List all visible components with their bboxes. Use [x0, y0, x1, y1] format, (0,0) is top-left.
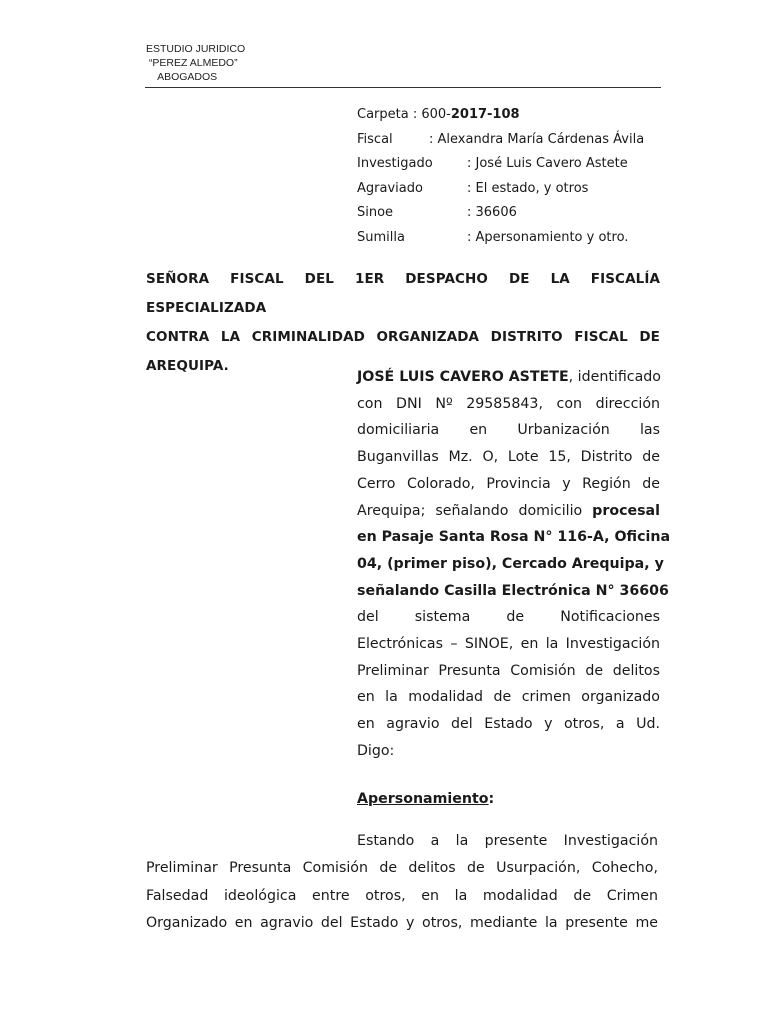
petitioner-line: [357, 578, 669, 605]
petitioner-line: en la modalidad de crimen organizado: [357, 689, 660, 706]
petitioner-line: domiciliaria en Urbanización las: [357, 422, 660, 439]
petitioner-line: Cerro Colorado, Provincia y Región de: [357, 475, 660, 492]
petitioner-bold-text: 04, (primer piso), Cercado Arequipa, y: [357, 555, 664, 572]
sinoe-value: : 36606: [467, 205, 517, 221]
case-metadata: [357, 103, 667, 251]
section-heading: [357, 786, 494, 812]
letterhead-divider: [145, 87, 661, 88]
investigado-value: : José Luis Cavero Astete: [467, 156, 628, 172]
addressee-line: SEÑORA FISCAL DEL 1ER DESPACHO DE LA FISCALÍA ESPECIALIZADA: [146, 271, 660, 316]
meta-row-agraviado: [357, 177, 667, 202]
meta-row-carpeta: [357, 103, 667, 128]
agraviado-value: : El estado, y otros: [467, 180, 589, 196]
body-line: Organizado en agravio del Estado y otros, mediante la presente me: [146, 914, 658, 931]
carpeta-value: 2017-108: [450, 107, 520, 122]
agraviado-label: Agraviado: [357, 180, 423, 196]
letterhead: [146, 42, 245, 84]
petitioner-line: [357, 498, 660, 525]
body-line: Estando a la presente Investigación: [357, 833, 658, 849]
petitioner-line: Preliminar Presunta Comisión de delitos: [357, 662, 660, 679]
petitioner-line: Electrónicas – SINOE, en la Investigación: [357, 636, 660, 653]
petitioner-line: Digo:: [357, 742, 395, 759]
petitioner-bold-text: en Pasaje Santa Rosa N° 116-A, Oficina: [357, 529, 671, 546]
meta-row-fiscal: [357, 128, 667, 153]
petitioner-bold-text: señalando Casilla Electrónica N° 36606: [357, 582, 669, 599]
petitioner-line: en agravio del Estado y otros, a Ud.: [357, 716, 660, 733]
body-paragraph: [146, 828, 658, 937]
addressee-line: AREQUIPA.: [146, 358, 229, 374]
petitioner-bold-text: procesal: [592, 502, 660, 519]
letterhead-firm-type: ESTUDIO JURIDICO: [146, 43, 246, 55]
meta-row-sumilla: [357, 226, 667, 251]
body-line: Falsedad ideológica entre otros, en la modalidad de Crimen: [146, 887, 658, 904]
petitioner-text: Arequipa; señalando domicilio: [357, 502, 593, 519]
petitioner-line: [357, 524, 671, 551]
carpeta-label: Carpeta : 600-: [357, 107, 451, 122]
sumilla-value: : Apersonamiento y otro.: [467, 229, 629, 245]
letterhead-firm-subtitle: ABOGADOS: [146, 71, 218, 83]
petitioner-text: , identificado: [568, 369, 661, 385]
fiscal-value: : Alexandra María Cárdenas Ávila: [429, 131, 645, 147]
letterhead-firm-name: “PEREZ ALMEDO”: [146, 57, 238, 69]
section-heading-colon: :: [488, 791, 495, 807]
meta-row-investigado: [357, 152, 667, 177]
petitioner-name: JOSÉ LUIS CAVERO ASTETE: [357, 369, 569, 385]
investigado-label: Investigado: [357, 156, 433, 172]
fiscal-label: Fiscal: [357, 131, 393, 147]
petitioner-line: Buganvillas Mz. O, Lote 15, Distrito de: [357, 449, 660, 466]
sinoe-label: Sinoe: [357, 205, 394, 221]
addressee-line: CONTRA LA CRIMINALIDAD ORGANIZADA DISTRITO FISCAL DE: [146, 329, 660, 345]
petitioner-line: [357, 364, 660, 391]
meta-row-sinoe: [357, 201, 667, 226]
section-heading-text: Apersonamiento: [357, 791, 489, 807]
petitioner-line: [357, 551, 664, 578]
petitioner-line: con DNI Nº 29585843, con dirección: [357, 395, 660, 412]
petitioner-paragraph: [357, 364, 671, 765]
body-line: Preliminar Presunta Comisión de delitos de Usurpación, Cohecho,: [146, 860, 658, 877]
petitioner-line: del sistema de Notificaciones: [357, 609, 660, 626]
sumilla-label: Sumilla: [357, 229, 405, 245]
